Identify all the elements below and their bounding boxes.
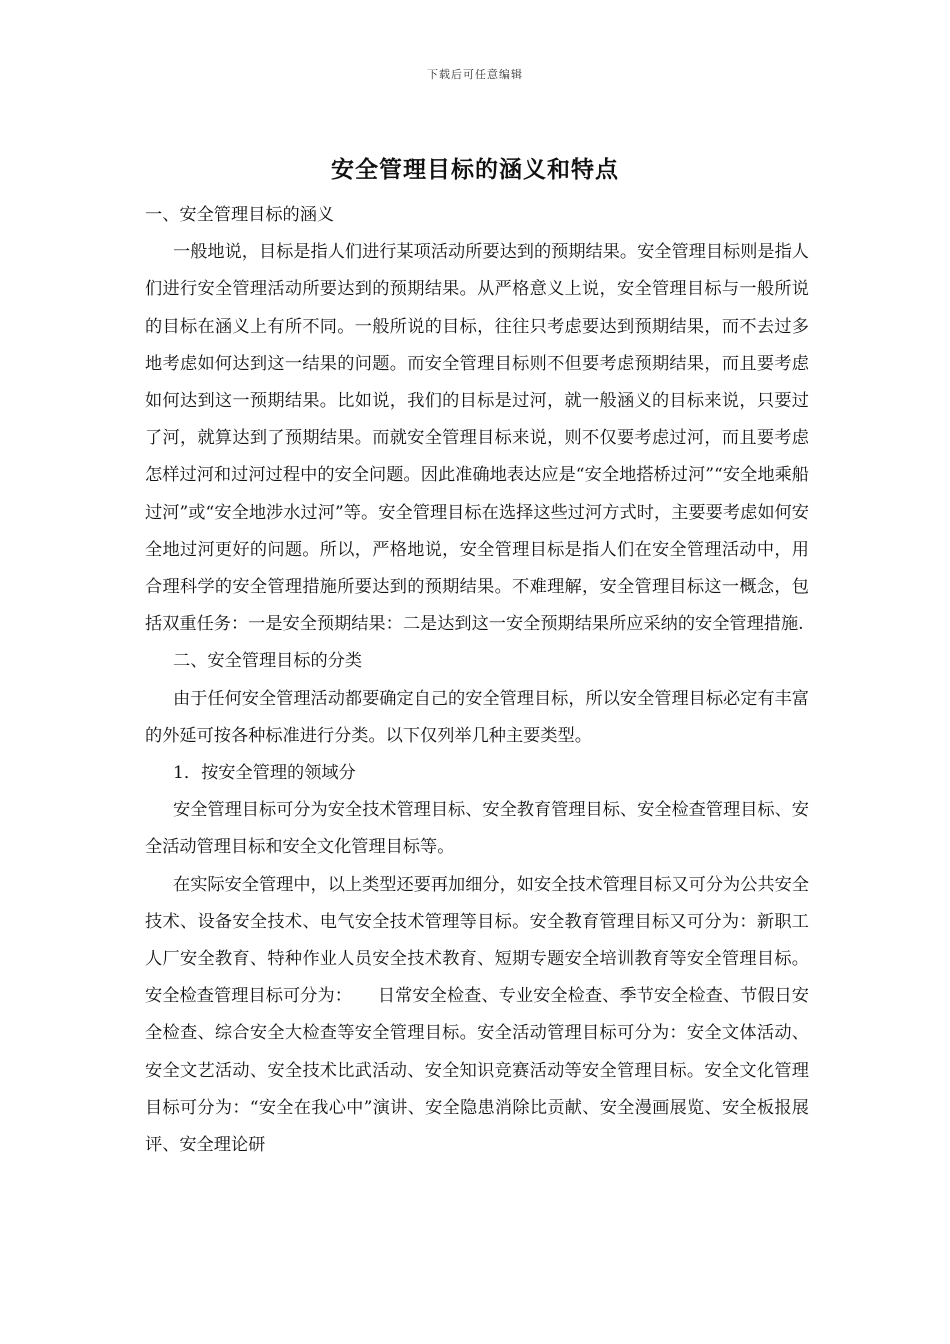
document-title: 安全管理目标的涵义和特点 [331, 156, 619, 183]
paragraph-domain-types: 安全管理目标可分为安全技术管理目标、安全教育管理目标、安全检查管理目标、安全活动管理目标和安全文化管理目标等。 [145, 800, 809, 858]
section-heading-1: 一、安全管理目标的涵义 [145, 205, 335, 225]
paragraph-classification-intro: 由于任何安全管理活动都要确定自己的安全管理目标，所以安全管理目标必定有丰富的外延可按各种标准进行分类。以下仅列举几种主要类型。 [145, 688, 809, 746]
paragraph-domain-details: 在实际安全管理中，以上类型还要再加细分，如安全技术管理目标又可分为公共安全技术、设备安全技术、电气安全技术管理等目标。安全教育管理目标又可分为：新职工人厂安全教育、特种作业人员安全技术教育、短期专题安全培训教育等安全管理目标。安全检查管理目标可分为： 日常安全检查、专业安全检查、季节安全检查、节假日安全检查、综合安全大检查等安全管理目标。安全活动管理目标可分为：安全文体活动、安全文艺活动、安全技术比武活动、安全知识竞赛活动等安全管理目标。安全文化管理目标可分为：“安全在我心中”演讲、安全隐患消除比贡献、安全漫画展览、安全板报展评、安全理论研 [145, 874, 809, 1156]
paragraph-definition: 一般地说，目标是指人们进行某项活动所要达到的预期结果。安全管理目标则是指人们进行安全管理活动所要达到的预期结果。从严格意义上说，安全管理目标与一般所说的目标在涵义上有所不同。一般所说的目标，往往只考虑要达到预期结果，而不去过多地考虑如何达到这一结果的问题。而安全管理目标则不但要考虑预期结果，而且要考虑如何达到这一预期结果。比如说，我们的目标是过河，就一般涵义的目标来说，只要过了河，就算达到了预期结果。而就安全管理目标来说，则不仅要考虑过河，而且要考虑怎样过河和过河过程中的安全问题。因此准确地表达应是“安全地搭桥过河”“安全地乘船过河”或“安全地涉水过河”等。安全管理目标在选择这些过河方式时，主要要考虑如何安全地过河更好的问题。所以，严格地说，安全管理目标是指人们在安全管理活动中，用合理科学的安全管理措施所要达到的预期结果。不难理解，安全管理目标这一概念，包括双重任务：一是安全预期结果：二是达到这一安全预期结果所应采纳的安全管理措施. [145, 242, 809, 635]
section-heading-2: 二、安全管理目标的分类 [173, 651, 363, 672]
document-body [145, 197, 809, 1164]
header-note: 下载后可任意编辑 [427, 68, 523, 81]
subsection-heading-1: 1．按安全管理的领域分 [173, 763, 356, 784]
